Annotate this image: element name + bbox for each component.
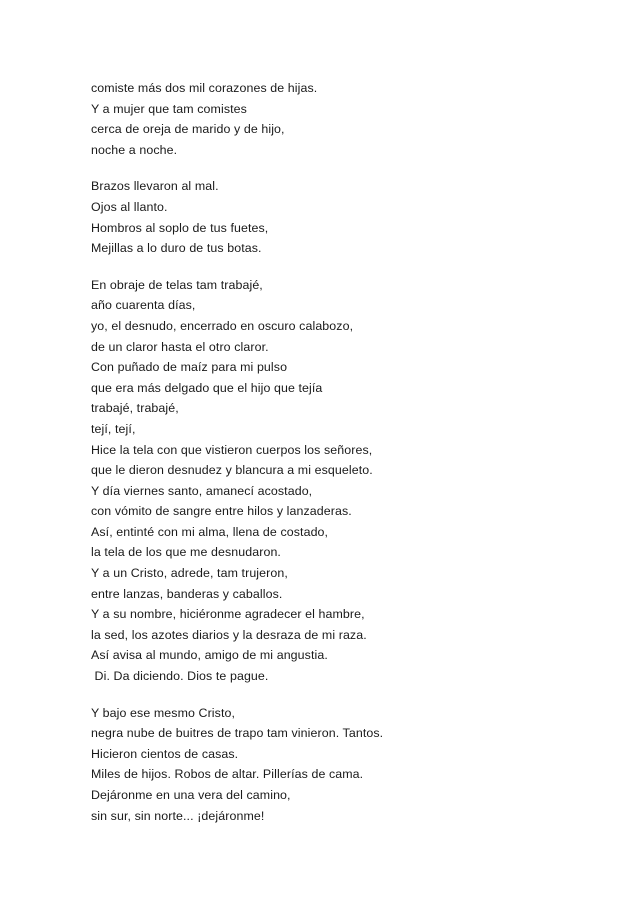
stanza-1 <box>91 78 638 160</box>
poem-line: Y bajo ese mesmo Cristo, <box>91 705 236 720</box>
stanza-2 <box>91 176 638 258</box>
poem-line: cerca de oreja de marido y de hijo, <box>91 122 285 137</box>
poem-line: Hombros al soplo de tus fuetes, <box>91 220 269 235</box>
poem-line: que era más delgado que el hijo que tejía <box>91 380 323 395</box>
poem-line: tejí, tejí, <box>91 421 136 436</box>
poem-line: con vómito de sangre entre hilos y lanzaderas. <box>91 504 352 519</box>
poem-line: año cuarenta días, <box>91 298 196 313</box>
poem-line: trabajé, trabajé, <box>91 401 179 416</box>
poem-line: entre lanzas, banderas y caballos. <box>91 586 283 601</box>
poem-line: noche a noche. <box>91 142 178 157</box>
poem-line: Mejillas a lo duro de tus botas. <box>91 241 262 256</box>
poem-line: Brazos llevaron al mal. <box>91 179 219 194</box>
poem-line: Así avisa al mundo, amigo de mi angustia. <box>91 648 328 663</box>
poem-line: Hice la tela con que vistieron cuerpos los señores, <box>91 442 373 457</box>
poem-line: Hicieron cientos de casas. <box>91 746 239 761</box>
poem-line: yo, el desnudo, encerrado en oscuro calabozo, <box>91 318 354 333</box>
poem-line: Y a su nombre, hiciéronme agradecer el hambre, <box>91 607 365 622</box>
poem-line: de un claror hasta el otro claror. <box>91 339 269 354</box>
poem-line: En obraje de telas tam trabajé, <box>91 277 263 292</box>
poem-line: Así, entinté con mi alma, llena de costado, <box>91 524 329 539</box>
poem-line: Dejáronme en una vera del camino, <box>91 788 291 802</box>
poem-line: la tela de los que me desnudaron. <box>91 545 281 560</box>
poem-line: comiste más dos mil corazones de hijas. <box>91 81 318 95</box>
poem-line: Con puñado de maíz para mi pulso <box>91 360 288 375</box>
stanza-4 <box>91 703 638 827</box>
poem-line: Di. Da diciendo. Dios te pague. <box>91 669 269 684</box>
poem-line: negra nube de buitres de trapo tam vinieron. Tantos. <box>91 726 384 741</box>
poem-line: Miles de hijos. Robos de altar. Pillerías de cama. <box>91 767 364 782</box>
poem-line: que le dieron desnudez y blancura a mi esqueleto. <box>91 463 373 478</box>
poem-line: la sed, los azotes diarios y la desraza de mi raza. <box>91 627 367 642</box>
stanza-3 <box>91 275 638 687</box>
poem-line: Y día viernes santo, amanecí acostado, <box>91 483 313 498</box>
poem-line: Ojos al llanto. <box>91 199 168 214</box>
poem-line: Y a un Cristo, adrede, tam trujeron, <box>91 566 288 581</box>
poem-line: Y a mujer que tam comistes <box>91 101 247 116</box>
poem-line: sin sur, sin norte... ¡dejáronme! <box>91 808 265 823</box>
